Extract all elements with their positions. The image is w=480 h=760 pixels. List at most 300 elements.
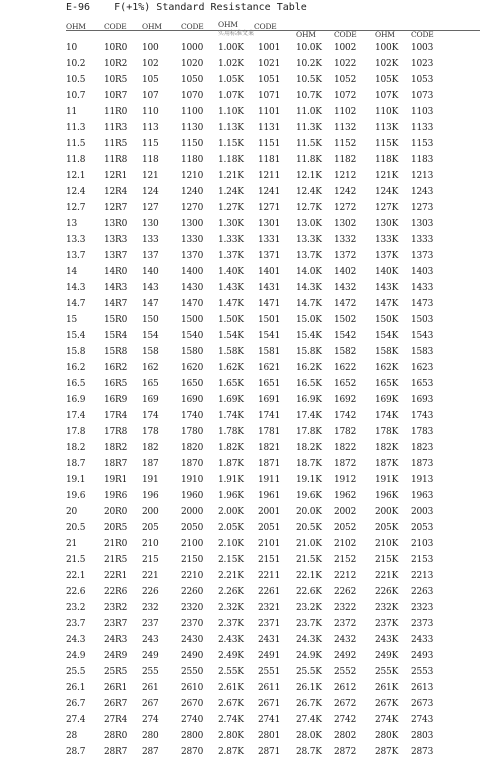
cell-code-5: 2803 [411,731,434,741]
cell-code-3: 2871 [258,747,281,757]
cell-code-3: 2261 [258,587,281,597]
cell-code-1: 20R0 [104,507,128,517]
header-ohm-4: OHM [296,30,316,39]
header-ohm-5: OHM [375,30,395,39]
cell-ohm-3: 2.05K [218,523,244,533]
cell-code-3: 1741 [258,411,281,421]
cell-ohm-4: 13.3K [296,235,322,245]
cell-code-4: 1582 [334,347,357,357]
cell-code-4: 1102 [334,107,357,117]
cell-ohm-1: 27.4 [66,715,86,725]
cell-ohm-1: 19.6 [66,491,86,501]
cell-code-5: 1403 [411,267,434,277]
cell-ohm-4: 13.7K [296,251,322,261]
cell-ohm-2: 255 [142,667,159,677]
table-row [0,104,480,120]
cell-ohm-2: 150 [142,315,159,325]
cell-ohm-2: 200 [142,507,159,517]
cell-ohm-2: 154 [142,331,159,341]
cell-ohm-4: 14.3K [296,283,322,293]
cell-ohm-2: 118 [142,155,159,165]
cell-ohm-2: 280 [142,731,159,741]
cell-ohm-2: 205 [142,523,159,533]
cell-ohm-1: 23.2 [66,603,86,613]
cell-ohm-2: 191 [142,475,159,485]
cell-code-3: 1501 [258,315,281,325]
cell-code-4: 2552 [334,667,357,677]
cell-code-2: 2320 [181,603,204,613]
cell-ohm-4: 11.5K [296,139,322,149]
cell-ohm-1: 28.7 [66,747,86,757]
cell-ohm-5: 232K [375,603,399,613]
cell-ohm-3: 2.55K [218,667,244,677]
cell-code-3: 1431 [258,283,281,293]
cell-code-3: 1471 [258,299,281,309]
cell-code-5: 1913 [411,475,434,485]
cell-code-1: 14R7 [104,299,128,309]
cell-code-4: 1132 [334,123,357,133]
cell-ohm-5: 158K [375,347,399,357]
cell-code-1: 10R0 [104,43,128,53]
cell-ohm-5: 165K [375,379,399,389]
cell-ohm-2: 140 [142,267,159,277]
header-divider [66,30,480,31]
cell-ohm-4: 16.5K [296,379,322,389]
cell-ohm-3: 2.61K [218,683,244,693]
cell-code-5: 2103 [411,539,434,549]
cell-code-5: 2263 [411,587,434,597]
cell-ohm-5: 143K [375,283,399,293]
cell-code-3: 2321 [258,603,281,613]
cell-ohm-2: 187 [142,459,159,469]
cell-code-1: 16R2 [104,363,128,373]
cell-code-5: 2493 [411,651,434,661]
cell-ohm-3: 1.07K [218,91,244,101]
cell-code-1: 28R0 [104,731,128,741]
cell-ohm-3: 1.05K [218,75,244,85]
table-row [0,376,480,392]
cell-ohm-4: 14.7K [296,299,322,309]
table-row [0,344,480,360]
cell-code-1: 14R3 [104,283,128,293]
cell-code-5: 2553 [411,667,434,677]
cell-ohm-3: 1.33K [218,235,244,245]
cell-ohm-3: 1.37K [218,251,244,261]
header-code-3: CODE [254,22,277,31]
cell-code-1: 25R5 [104,667,128,677]
cell-code-2: 1270 [181,203,204,213]
cell-code-5: 1653 [411,379,434,389]
cell-code-3: 1651 [258,379,281,389]
cell-ohm-5: 205K [375,523,399,533]
cell-ohm-4: 21.5K [296,555,322,565]
cell-ohm-3: 1.43K [218,283,244,293]
cell-code-5: 1543 [411,331,434,341]
cell-code-2: 2610 [181,683,204,693]
cell-ohm-4: 26.7K [296,699,322,709]
cell-code-2: 1820 [181,443,204,453]
cell-code-5: 1623 [411,363,434,373]
cell-code-4: 2102 [334,539,357,549]
cell-code-2: 2740 [181,715,204,725]
cell-ohm-4: 20.5K [296,523,322,533]
cell-ohm-5: 191K [375,475,399,485]
cell-code-2: 2430 [181,635,204,645]
document-title: E-96 F(+1%) Standard Resistance Table [66,2,307,13]
cell-code-3: 1621 [258,363,281,373]
header-ohm-3: OHM [218,20,238,29]
cell-code-5: 1333 [411,235,434,245]
cell-ohm-5: 124K [375,187,399,197]
cell-ohm-3: 1.18K [218,155,244,165]
cell-ohm-2: 115 [142,139,159,149]
cell-code-4: 2152 [334,555,357,565]
cell-code-5: 1963 [411,491,434,501]
table-row [0,680,480,696]
cell-ohm-3: 1.10K [218,107,244,117]
cell-code-4: 1912 [334,475,357,485]
cell-code-4: 2612 [334,683,357,693]
cell-code-2: 1150 [181,139,204,149]
cell-ohm-5: 243K [375,635,399,645]
cell-ohm-2: 100 [142,43,159,53]
table-row [0,360,480,376]
cell-code-5: 1003 [411,43,434,53]
cell-code-2: 1870 [181,459,204,469]
cell-code-1: 28R7 [104,747,128,757]
cell-ohm-2: 133 [142,235,159,245]
cell-code-3: 2801 [258,731,281,741]
cell-ohm-3: 1.15K [218,139,244,149]
cell-ohm-1: 18.7 [66,459,86,469]
cell-ohm-1: 28 [66,731,78,741]
cell-ohm-2: 267 [142,699,159,709]
cell-ohm-3: 1.91K [218,475,244,485]
cell-ohm-3: 2.00K [218,507,244,517]
cell-code-4: 2262 [334,587,357,597]
table-row [0,616,480,632]
cell-code-4: 2492 [334,651,357,661]
cell-ohm-2: 274 [142,715,159,725]
cell-ohm-3: 2.80K [218,731,244,741]
cell-code-4: 1072 [334,91,357,101]
cell-ohm-2: 124 [142,187,159,197]
cell-ohm-2: 121 [142,171,159,181]
cell-code-1: 11R8 [104,155,128,165]
cell-ohm-4: 15.8K [296,347,322,357]
cell-ohm-1: 12.1 [66,171,86,181]
cell-code-4: 1052 [334,75,357,85]
cell-ohm-4: 22.1K [296,571,322,581]
cell-ohm-4: 12.1K [296,171,322,181]
cell-ohm-4: 28.7K [296,747,322,757]
cell-ohm-3: 2.21K [218,571,244,581]
cell-ohm-1: 12.7 [66,203,86,213]
cell-ohm-1: 20.5 [66,523,86,533]
header-code-2: CODE [181,22,204,31]
cell-ohm-4: 14.0K [296,267,322,277]
cell-ohm-2: 221 [142,571,159,581]
cell-code-1: 21R0 [104,539,128,549]
cell-ohm-2: 113 [142,123,159,133]
cell-ohm-1: 24.3 [66,635,86,645]
cell-code-2: 1100 [181,107,204,117]
cell-ohm-5: 215K [375,555,399,565]
cell-code-5: 1213 [411,171,434,181]
cell-ohm-1: 11.5 [66,139,86,149]
cell-code-5: 1783 [411,427,434,437]
cell-ohm-5: 130K [375,219,399,229]
cell-code-3: 2051 [258,523,281,533]
cell-code-2: 1370 [181,251,204,261]
cell-code-3: 2151 [258,555,281,565]
cell-ohm-5: 267K [375,699,399,709]
cell-ohm-1: 11.8 [66,155,86,165]
cell-code-5: 2053 [411,523,434,533]
cell-code-2: 1740 [181,411,204,421]
table-row [0,488,480,504]
cell-ohm-1: 23.7 [66,619,86,629]
cell-ohm-2: 110 [142,107,159,117]
cell-code-1: 10R5 [104,75,128,85]
cell-ohm-5: 261K [375,683,399,693]
cell-ohm-1: 17.4 [66,411,86,421]
cell-code-1: 11R0 [104,107,128,117]
cell-ohm-2: 107 [142,91,159,101]
cell-code-5: 2323 [411,603,434,613]
cell-ohm-1: 15.8 [66,347,86,357]
cell-code-1: 12R7 [104,203,128,213]
cell-ohm-4: 11.8K [296,155,322,165]
cell-code-1: 16R5 [104,379,128,389]
cell-ohm-3: 2.32K [218,603,244,613]
cell-code-2: 2000 [181,507,204,517]
cell-code-3: 2491 [258,651,281,661]
cell-ohm-2: 182 [142,443,159,453]
cell-code-1: 17R8 [104,427,128,437]
cell-ohm-2: 226 [142,587,159,597]
cell-ohm-2: 287 [142,747,159,757]
cell-code-1: 18R7 [104,459,128,469]
cell-code-3: 1151 [258,139,281,149]
cell-code-4: 1872 [334,459,357,469]
cell-code-2: 2490 [181,651,204,661]
cell-code-2: 1400 [181,267,204,277]
cell-ohm-2: 174 [142,411,159,421]
cell-code-1: 24R3 [104,635,128,645]
cell-ohm-4: 16.9K [296,395,322,405]
cell-code-2: 1070 [181,91,204,101]
cell-code-1: 21R5 [104,555,128,565]
cell-code-3: 1871 [258,459,281,469]
cell-ohm-1: 13 [66,219,78,229]
cell-code-1: 22R6 [104,587,128,597]
cell-code-3: 2371 [258,619,281,629]
cell-code-1: 26R7 [104,699,128,709]
table-row [0,200,480,216]
table-row [0,520,480,536]
cell-ohm-4: 11.0K [296,107,322,117]
cell-code-2: 1960 [181,491,204,501]
cell-ohm-3: 1.69K [218,395,244,405]
cell-ohm-3: 1.87K [218,459,244,469]
cell-code-1: 19R1 [104,475,128,485]
cell-code-5: 2673 [411,699,434,709]
cell-code-4: 2212 [334,571,357,581]
cell-code-4: 1402 [334,267,357,277]
cell-code-5: 1273 [411,203,434,213]
cell-code-5: 1583 [411,347,434,357]
cell-code-5: 1373 [411,251,434,261]
cell-ohm-2: 237 [142,619,159,629]
cell-ohm-4: 10.5K [296,75,322,85]
cell-ohm-4: 10.7K [296,91,322,101]
cell-ohm-1: 26.1 [66,683,86,693]
cell-code-3: 1071 [258,91,281,101]
cell-ohm-5: 226K [375,587,399,597]
cell-code-1: 20R5 [104,523,128,533]
cell-code-2: 1130 [181,123,204,133]
cell-code-2: 1910 [181,475,204,485]
cell-ohm-2: 147 [142,299,159,309]
cell-ohm-1: 19.1 [66,475,86,485]
cell-code-2: 2870 [181,747,204,757]
cell-code-5: 1153 [411,139,434,149]
cell-code-4: 1302 [334,219,357,229]
cell-ohm-4: 18.7K [296,459,322,469]
cell-ohm-3: 1.27K [218,203,244,213]
cell-code-3: 1371 [258,251,281,261]
table-row [0,264,480,280]
cell-ohm-3: 1.24K [218,187,244,197]
table-row [0,136,480,152]
table-row [0,728,480,744]
cell-code-5: 2003 [411,507,434,517]
cell-ohm-3: 1.78K [218,427,244,437]
cell-ohm-1: 10.2 [66,59,86,69]
cell-code-5: 1103 [411,107,434,117]
table-row [0,40,480,56]
cell-code-4: 1272 [334,203,357,213]
cell-ohm-1: 21.5 [66,555,86,565]
cell-code-3: 1961 [258,491,281,501]
cell-code-4: 1502 [334,315,357,325]
cell-code-1: 11R3 [104,123,128,133]
cell-ohm-2: 178 [142,427,159,437]
table-row [0,168,480,184]
cell-ohm-3: 1.96K [218,491,244,501]
table-row [0,392,480,408]
cell-ohm-5: 200K [375,507,399,517]
cell-code-3: 1101 [258,107,281,117]
cell-code-2: 1210 [181,171,204,181]
cell-code-2: 1470 [181,299,204,309]
cell-ohm-5: 182K [375,443,399,453]
cell-ohm-5: 100K [375,43,399,53]
cell-code-4: 1432 [334,283,357,293]
table-row [0,584,480,600]
cell-ohm-4: 28.0K [296,731,322,741]
cell-ohm-2: 249 [142,651,159,661]
cell-ohm-4: 26.1K [296,683,322,693]
cell-code-2: 2210 [181,571,204,581]
cell-code-5: 1503 [411,315,434,325]
cell-ohm-1: 20 [66,507,78,517]
cell-ohm-5: 249K [375,651,399,661]
cell-ohm-5: 102K [375,59,399,69]
cell-ohm-5: 210K [375,539,399,549]
header-ohm-2: OHM [142,22,162,31]
cell-ohm-2: 243 [142,635,159,645]
cell-code-3: 1691 [258,395,281,405]
cell-ohm-2: 158 [142,347,159,357]
cell-code-4: 1152 [334,139,357,149]
cell-ohm-2: 210 [142,539,159,549]
table-row [0,456,480,472]
table-row [0,408,480,424]
cell-ohm-3: 2.49K [218,651,244,661]
header-code-1: CODE [104,22,127,31]
table-row [0,472,480,488]
cell-ohm-5: 110K [375,107,399,117]
cell-ohm-5: 107K [375,91,399,101]
cell-code-3: 1581 [258,347,281,357]
cell-ohm-4: 11.3K [296,123,322,133]
cell-ohm-5: 221K [375,571,399,581]
cell-ohm-1: 13.7 [66,251,86,261]
cell-ohm-2: 169 [142,395,159,405]
cell-code-5: 2433 [411,635,434,645]
cell-ohm-1: 16.2 [66,363,86,373]
cell-code-4: 1002 [334,43,357,53]
cell-code-2: 1330 [181,235,204,245]
cell-code-4: 1372 [334,251,357,261]
table-row [0,328,480,344]
cell-ohm-4: 13.0K [296,219,322,229]
cell-ohm-4: 27.4K [296,715,322,725]
cell-code-1: 26R1 [104,683,128,693]
cell-code-3: 1821 [258,443,281,453]
cell-ohm-1: 22.6 [66,587,86,597]
cell-ohm-2: 105 [142,75,159,85]
cell-code-1: 13R7 [104,251,128,261]
cell-ohm-3: 1.30K [218,219,244,229]
cell-code-3: 2671 [258,699,281,709]
cell-ohm-2: 127 [142,203,159,213]
cell-ohm-4: 21.0K [296,539,322,549]
cell-ohm-4: 10.0K [296,43,322,53]
cell-code-3: 2101 [258,539,281,549]
cell-code-4: 2872 [334,747,357,757]
cell-ohm-5: 121K [375,171,399,181]
cell-code-1: 10R7 [104,91,128,101]
cell-ohm-5: 274K [375,715,399,725]
cell-code-2: 1650 [181,379,204,389]
cell-ohm-1: 13.3 [66,235,86,245]
table-row [0,248,480,264]
cell-code-4: 2372 [334,619,357,629]
cell-ohm-5: 178K [375,427,399,437]
cell-code-2: 2100 [181,539,204,549]
cell-ohm-3: 1.21K [218,171,244,181]
cell-ohm-1: 14.7 [66,299,86,309]
cell-code-2: 2550 [181,667,204,677]
cell-code-5: 2613 [411,683,434,693]
header-code-5: CODE [411,30,434,39]
cell-code-1: 16R9 [104,395,128,405]
watermark-text: 实用标准文案 [218,30,255,37]
cell-code-4: 2742 [334,715,357,725]
